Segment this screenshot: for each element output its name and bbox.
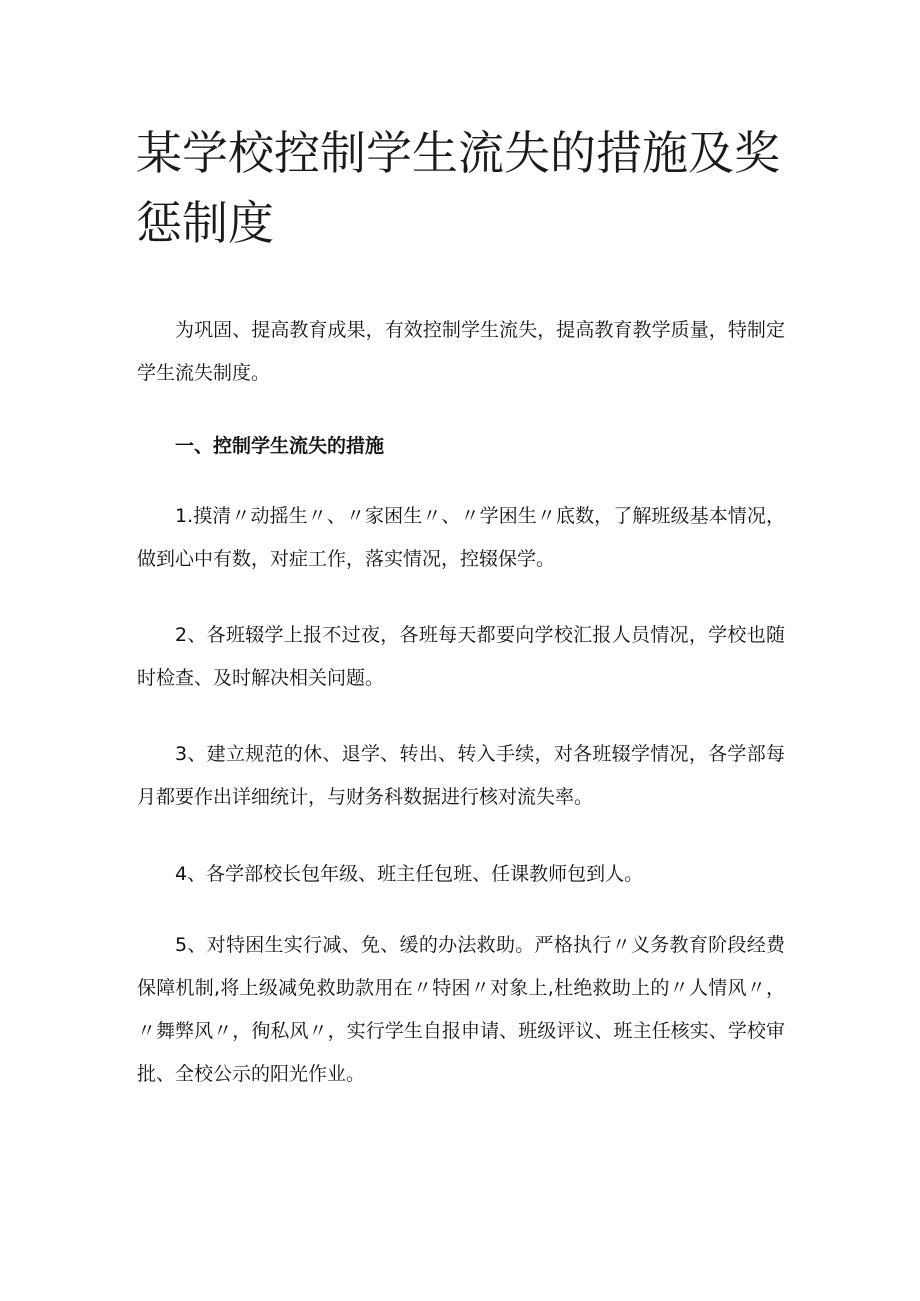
list-item: 5、对特困生实行减、免、缓的办法救助。严格执行〃义务教育阶段经费保障机制,将上级减免救助款用在〃特困〃对象上,杜绝救助上的〃人情风〃，〃舞弊风〃，徇私风〃，实行学生自报申请、班级评议、班主任核实、学校审批、全校公示的阳光作业。 <box>137 934 785 1085</box>
list-item: 1.摸清〃动摇生〃、〃家困生〃、〃学困生〃底数，了解班级基本情况，做到心中有数，对症工作，落实情况，控辍保学。 <box>137 505 785 570</box>
list-item: 4、各学部校长包年级、班主任包班、任课教师包到人。 <box>175 863 644 885</box>
intro-paragraph: 为巩固、提高教育成果，有效控制学生流失，提高教育教学质量，特制定学生流失制度。 <box>137 319 785 384</box>
document-title: 某学校控制学生流失的措施及奖惩制度 <box>136 126 780 250</box>
section-heading: 一、控制学生流失的措施 <box>175 435 385 457</box>
list-item: 2、各班辍学上报不过夜，各班每天都要向学校汇报人员情况，学校也随时检查、及时解决相关问题。 <box>137 624 785 689</box>
list-item: 3、建立规范的休、退学、转出、转入手续，对各班辍学情况，各学部每月都要作出详细统计，与财务科数据进行核对流失率。 <box>137 743 785 808</box>
